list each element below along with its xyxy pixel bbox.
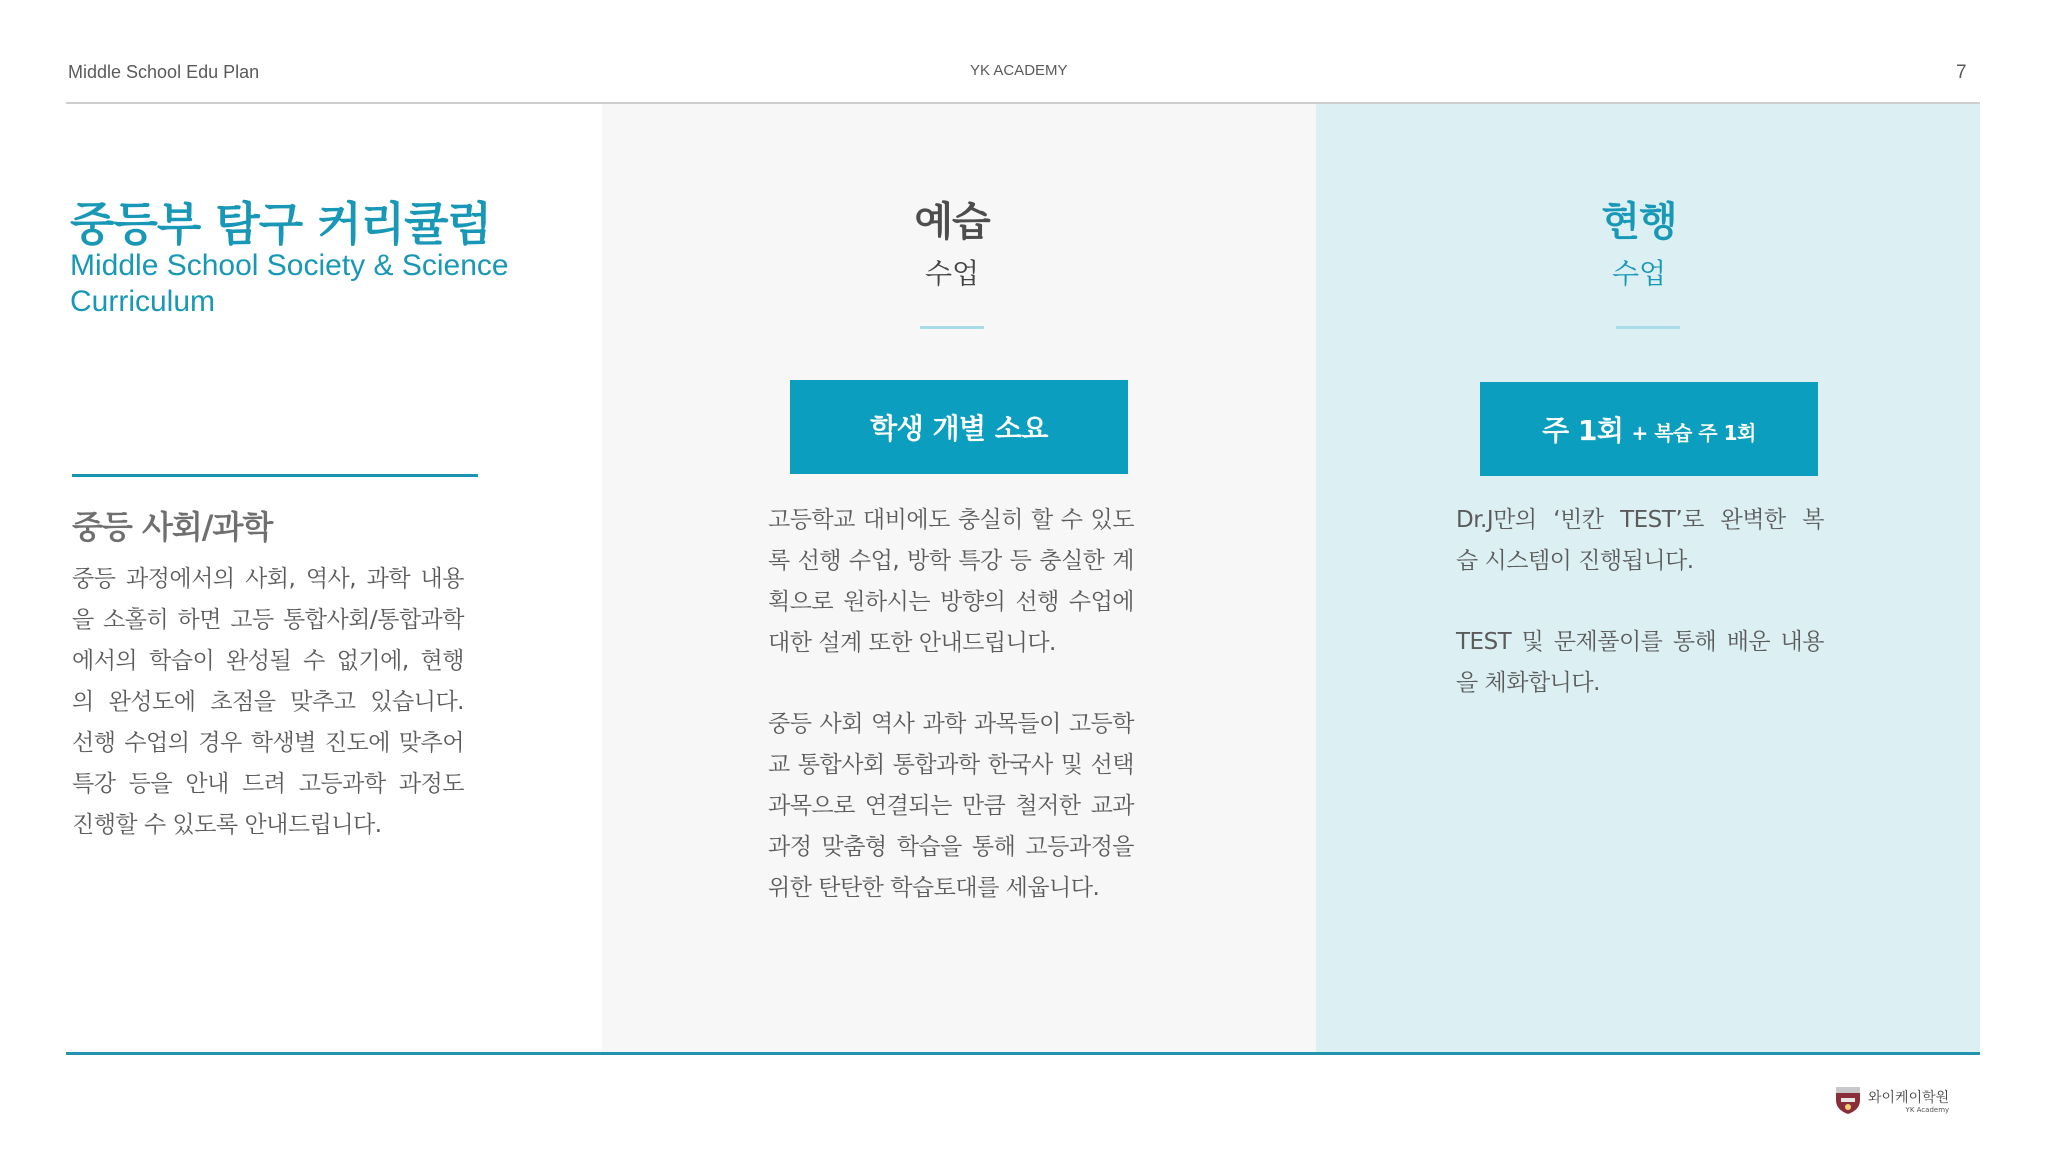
current-paragraph-1: [1456, 500, 1824, 582]
paragraph-line: 위한 탄탄한 학습토대를 세웁니다.: [768, 875, 1100, 901]
preview-badge-label: 학생 개별 소요: [870, 412, 1048, 445]
logo-name-english: YK Academy: [1905, 1105, 1950, 1114]
shield-icon: [1834, 1084, 1862, 1116]
paragraph-line: 획으로 원하시는 방향의 선행 수업에: [768, 589, 1134, 615]
current-paragraph-2: [1456, 622, 1824, 704]
paragraph-line: 대한 설계 또한 안내드립니다.: [768, 630, 1056, 656]
page-title: 중등부 탐구 커리큘럼: [70, 197, 491, 251]
preview-badge: [790, 380, 1128, 474]
current-badge-extra: + 복습 주 1회: [1631, 420, 1756, 445]
paragraph-line: 선행 수업의 경우 학생별 진도에 맞추어: [72, 730, 464, 756]
paragraph-line: 중등 사회 역사 과학 과목들이 고등학: [768, 711, 1134, 737]
preview-paragraph-2: [768, 704, 1134, 909]
current-subtitle: 수업: [1611, 257, 1667, 290]
current-badge-label: 주 1회: [1542, 414, 1624, 447]
paragraph-line: 과정 맞춤형 학습을 통해 고등과정을: [768, 834, 1134, 860]
page-number: 7: [1956, 62, 1967, 83]
paragraph-line: 과목으로 연결되는 만큼 철저한 교과: [768, 793, 1134, 819]
doc-title-header: Middle School Edu Plan: [68, 62, 260, 82]
preview-title: 예습: [914, 199, 990, 245]
logo-name-korean: 와이케이학원: [1868, 1089, 1950, 1106]
preview-accent-line: [920, 326, 984, 329]
paragraph-line: 특강 등을 안내 드려 고등과학 과정도: [72, 771, 464, 797]
paragraph-line: 을 체화합니다.: [1456, 670, 1600, 696]
paragraph-line: 습 시스템이 진행됩니다.: [1456, 548, 1694, 574]
paragraph-line: 록 선행 수업, 방학 특강 등 충실한 계: [768, 548, 1134, 574]
current-title: 현행: [1601, 199, 1677, 245]
paragraph-line: TEST 및 문제풀이를 통해 배운 내용: [1456, 629, 1824, 655]
footer-divider: [66, 1052, 1980, 1055]
academy-logo: [1834, 1084, 1949, 1116]
paragraph-line: 을 소홀히 하면 고등 통합사회/통합과학: [72, 607, 464, 633]
section-divider: [72, 474, 478, 477]
paragraph-line: 중등 과정에서의 사회, 역사, 과학 내용: [72, 566, 464, 592]
intro-paragraph: [72, 559, 464, 846]
preview-subtitle: 수업: [924, 257, 980, 290]
preview-paragraph-1: [768, 500, 1134, 664]
section-subtitle: 중등 사회/과학: [72, 508, 273, 546]
brand-header: YK ACADEMY: [970, 62, 1068, 79]
page-title-english: Middle School Society & Science Curriculum: [70, 249, 509, 318]
current-accent-line: [1616, 326, 1680, 329]
paragraph-line: 고등학교 대비에도 충실히 할 수 있도: [768, 507, 1134, 533]
paragraph-line: Dr.J만의 ‘빈칸 TEST’로 완벽한 복: [1456, 507, 1824, 533]
paragraph-line: 의 완성도에 초점을 맞추고 있습니다.: [72, 689, 464, 715]
paragraph-line: 교 통합사회 통합과학 한국사 및 선택: [768, 752, 1134, 778]
paragraph-line: 진행할 수 있도록 안내드립니다.: [72, 812, 382, 838]
current-badge: [1480, 382, 1818, 476]
paragraph-line: 에서의 학습이 완성될 수 없기에, 현행: [72, 648, 464, 674]
